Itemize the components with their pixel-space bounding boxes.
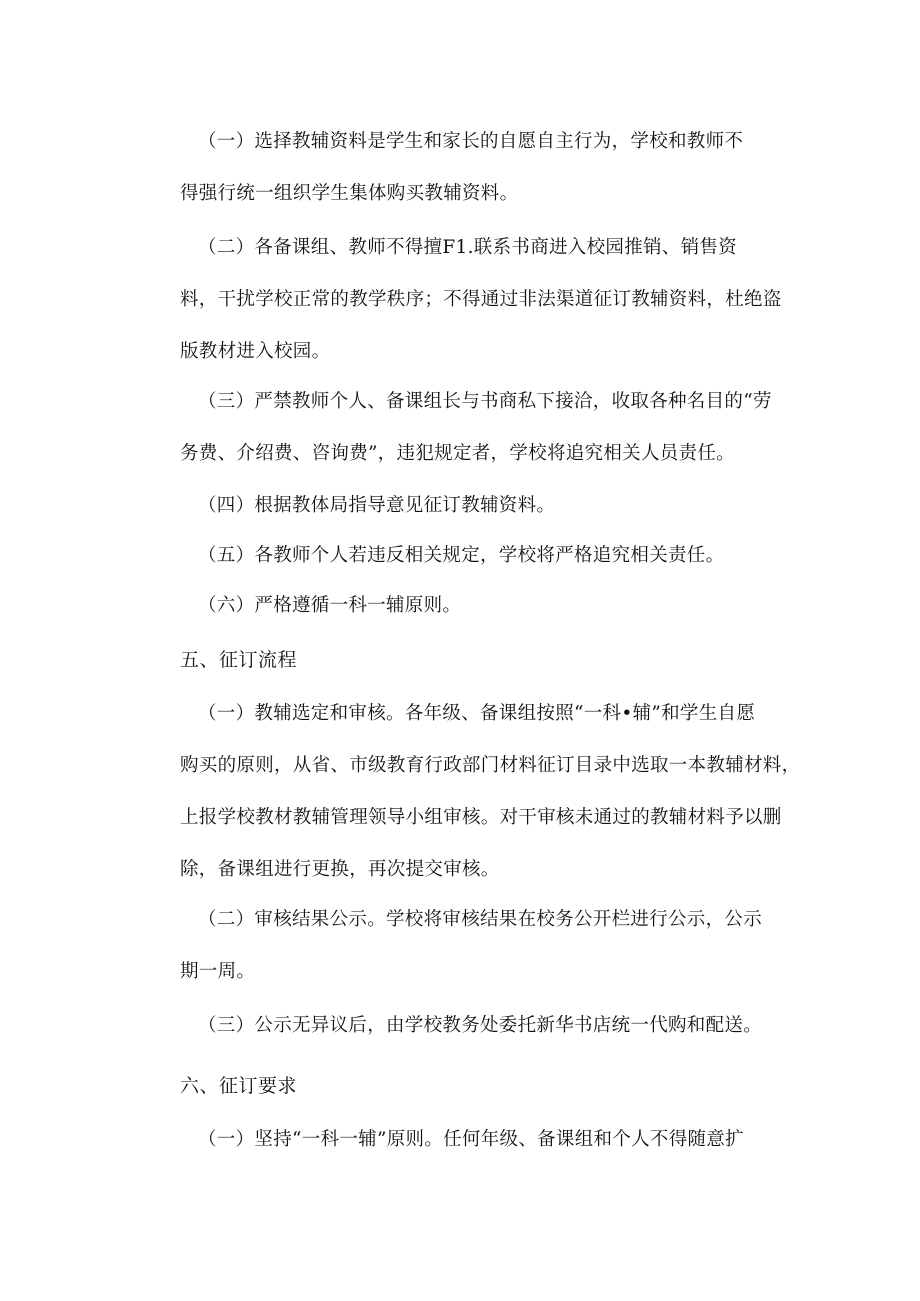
text-line: 购买的原则，从省、市级教育行政部门材料征订目录中选取一本教辅材料， bbox=[180, 755, 801, 776]
paragraph-step-1 bbox=[180, 688, 800, 896]
paragraph-step-3 bbox=[180, 1000, 800, 1052]
text-line: （三）严禁教师个人、备课组长与书商私下接洽，收取各种名目的“劳 bbox=[198, 391, 772, 412]
text-line: 上报学校教材教辅管理领导小组审核。对干审核未通过的教辅材料予以删 bbox=[180, 807, 782, 828]
text-line: （五）各教师个人若违反相关规定，学校将严格追究相关责任。 bbox=[198, 545, 725, 566]
text-line: 得强行统一组织学生集体购买教辅资料。 bbox=[180, 183, 519, 204]
paragraph-item-5 bbox=[180, 530, 800, 582]
paragraph-item-1 bbox=[180, 116, 800, 220]
paragraph-step-2 bbox=[180, 894, 800, 998]
section-heading-5: 五、征订流程 bbox=[180, 649, 298, 671]
text-line: （一）选择教辅资料是学生和家长的自愿自主行为，学校和教师不 bbox=[198, 131, 744, 152]
text-line: 期一周。 bbox=[180, 961, 256, 982]
paragraph-item-3 bbox=[180, 376, 800, 480]
text-line: （二）各备课组、教师不得擅F1.联系书商进入校园推销、销售资 bbox=[198, 237, 737, 258]
paragraph-requirement-1 bbox=[180, 1114, 800, 1166]
text-line: 务费、介绍费、咨询费”，违犯规定者，学校将追究相关人员责任。 bbox=[180, 443, 735, 464]
paragraph-item-2 bbox=[180, 222, 800, 378]
section-heading-6: 六、征订要求 bbox=[180, 1075, 298, 1097]
text-line: 除，备课组进行更换，再次提交审核。 bbox=[180, 859, 500, 880]
text-line: （一）坚持“一科一辅”原则。任何年级、备课组和个人不得随意扩 bbox=[198, 1129, 744, 1150]
text-line: （四）根据教体局指导意见征订教辅资料。 bbox=[198, 495, 556, 516]
text-line: 版教材进入校园。 bbox=[180, 341, 331, 362]
text-line: 料，干扰学校正常的教学秩序；不得通过非法渠道征订教辅资料，杜绝盗 bbox=[180, 289, 782, 310]
text-line: （二）审核结果公示。学校将审核结果在校务公开栏进行公示，公示 bbox=[198, 909, 763, 930]
paragraph-item-4 bbox=[180, 480, 800, 532]
text-line: （六）严格遵循一科一辅原则。 bbox=[198, 595, 462, 616]
text-line: （三）公示无异议后，由学校教务处委托新华书店统一代购和配送。 bbox=[198, 1015, 763, 1036]
text-line: （一）教辅选定和审核。各年级、备课组按照“一科•辅”和学生自愿 bbox=[198, 703, 756, 724]
paragraph-item-6 bbox=[180, 580, 800, 632]
